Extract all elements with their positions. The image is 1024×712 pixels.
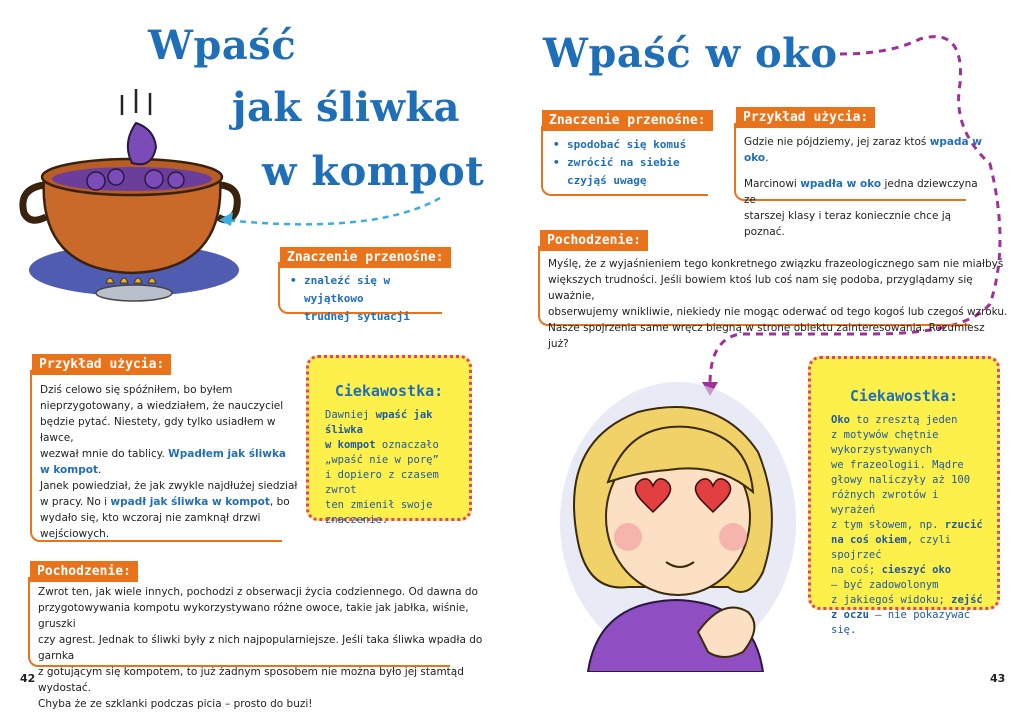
left-trivia-bubble [306,355,472,526]
right-meaning-item: • zwrócić na siebie czyjąś uwagę [553,154,723,190]
right-meaning-tag: Znaczenie przenośne: [542,110,713,131]
falling-plum [128,123,156,164]
left-meaning-tag: Znaczenie przenośne: [280,247,451,268]
right-title: Wpaść w oko [543,30,838,77]
cyan-arrow [215,190,455,235]
right-trivia-title: Ciekawostka: [849,387,959,405]
right-trivia-body: Oko to zresztą jeden z motywów chętnie wykorzystywanych we frazeologii. Mądre głowy naliczyły aż 100 różnych zwrotów i wyrażeń z tym słowem, np. rzucić na coś okiem, czyli spojrzeć na coś; cieszyć oko – być zadowolonym z jakiegoś widoku; zejść z oczu – nie pokazywać się. [831,414,983,636]
right-origin-text: Myślę, że z wyjaśnieniem tego konkretnego związku frazeologicznego sam nie miałbyś większych trudności. Jeśli bowiem ktoś lub coś nam się podoba, przyglądamy się uważnie, obserwujemy wnikliwie, niekiedy nie mogąc oderwać od tego kogoś lub czegoś wzroku. Nasze spojrzenia same wręcz biegną w stronę obiektu zainteresowania. Rozumiesz już? [548,258,1008,350]
compote [52,167,212,191]
left-example-paragraph-2: Janek powiedział, że jak zwykle najdłużej siedział w pracy. No i wpadł jak śliwka w kompot, bo wydało się, kto wczoraj nie zamknął drzwi wejściowych. [40,480,298,540]
pot-illustration [14,85,244,310]
cheek-left [614,523,642,551]
right-meaning-item: • spodobać się komuś [553,136,723,154]
right-trivia-bubble [808,356,1000,636]
burner-base [96,285,172,301]
left-origin-text: Zwrot ten, jak wiele innych, pochodzi z obserwacji życia codziennego. Od dawna do przygotowywania kompotu wykorzystywano różne owoce, takie jak jabłka, wiśnie, gruszki czy agrest. Jednak to śliwki były z nich najpopularniejsze. Jeśli taka śliwka wpadła do garnka z gotującym się kompotem, to już żadnym sposobem nie można było jej stamtąd wydostać. Chyba że ze szklanki podczas picia – prosto do buzi! [38,586,483,710]
page-number-left: 42 [20,672,36,685]
left-example-paragraph-1: Dziś celowo się spóźniłem, bo byłem nieprzygotowany, a wiedziałem, że nauczyciel będzie pytać. Niestety, gdy tylko usiadłem w ławce, wezwał mnie do tablicy. Wpadłem jak śliwka w kompot. [40,384,287,476]
highlight-phrase: wpadła w oko [800,178,882,190]
left-example-tag: Przykład użycia: [32,354,171,375]
left-title-line-2: jak śliwka [232,84,461,131]
page-number-right: 43 [990,672,1006,685]
left-trivia-body: Dawniej wpaść jak śliwka w kompot oznaczało „wpaść nie w porę” i dopiero z czasem zwrot ten zmienił swoje znaczenie. [325,409,439,526]
left-title-line-3: w kompot [262,148,485,195]
right-meaning-list [553,136,723,190]
left-meaning-item: • znaleźć się w wyjątkowo trudnej sytuacji [290,272,450,326]
motion-lines [122,89,150,115]
right-example-tag: Przykład użycia: [736,107,875,128]
left-meaning-list [290,272,450,326]
highlight-phrase: wpada w oko [744,136,982,164]
left-title-line-1: Wpaść [148,22,297,69]
highlight-phrase: wpadł jak śliwka w kompot [110,496,270,508]
left-trivia-title: Ciekawostka: [334,382,444,400]
left-origin-tag: Pochodzenie: [30,561,138,582]
right-example-text: Gdzie nie pójdziemy, jej zaraz ktoś wpada w oko. Marcinowi wpadła w oko jedna dziewczyna ze starszej klasy i teraz koniecznie chce ją poznać. [744,136,982,238]
right-origin-tag: Pochodzenie: [540,230,648,251]
highlight-phrase: w kompot [40,464,98,476]
girl-illustration [548,372,798,672]
highlight-phrase: Wpadłem jak śliwka [168,448,287,460]
cheek-right [719,523,747,551]
